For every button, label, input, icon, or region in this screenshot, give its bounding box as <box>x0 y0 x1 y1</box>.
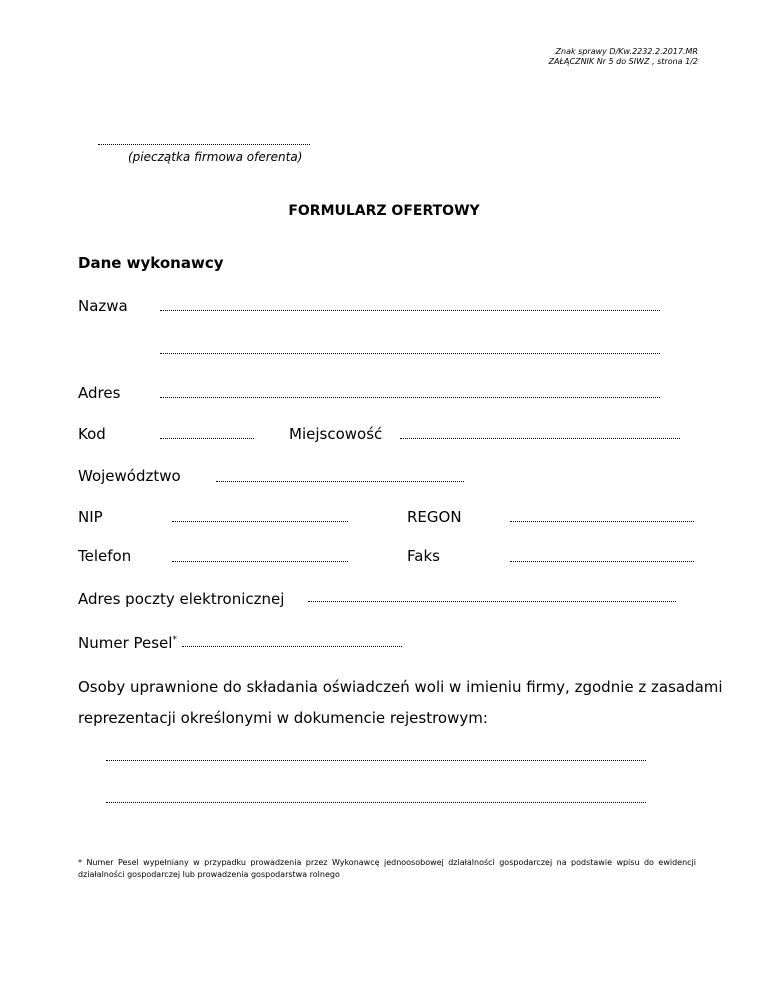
pesel-input-line[interactable] <box>182 646 402 647</box>
kod-input-line[interactable] <box>160 438 254 439</box>
nazwa-input-line-2[interactable] <box>160 353 660 354</box>
pesel-footnote-mark: * <box>172 635 177 645</box>
attachment-reference: ZAŁĄCZNIK Nr 5 do SIWZ , strona 1/2 <box>548 57 698 66</box>
email-input-line[interactable] <box>308 601 676 602</box>
field-label-kod: Kod <box>78 425 106 443</box>
representatives-text-line-2: reprezentacji określonymi w dokumencie rejestrowym: <box>78 709 488 727</box>
representatives-input-line-2[interactable] <box>106 802 646 803</box>
faks-input-line[interactable] <box>510 561 694 562</box>
adres-input-line[interactable] <box>160 397 660 398</box>
field-label-nip: NIP <box>78 508 103 526</box>
miejscowosc-input-line[interactable] <box>400 438 680 439</box>
pesel-label-text: Numer Pesel <box>78 634 173 652</box>
field-label-regon: REGON <box>407 508 462 526</box>
page-title: FORMULARZ OFERTOWY <box>288 203 480 219</box>
section-heading: Dane wykonawcy <box>78 254 224 272</box>
nip-input-line[interactable] <box>172 521 348 522</box>
representatives-input-line-1[interactable] <box>106 760 646 761</box>
field-label-miejscowosc: Miejscowość <box>289 425 383 443</box>
stamp-note: (pieczątka firmowa oferenta) <box>128 150 303 164</box>
field-label-telefon: Telefon <box>78 547 132 565</box>
field-label-wojewodztwo: Województwo <box>78 467 181 485</box>
case-reference: Znak sprawy D/Kw.2232.2.2017.MR <box>555 47 698 56</box>
field-label-nazwa: Nazwa <box>78 297 128 315</box>
field-label-faks: Faks <box>407 547 440 565</box>
wojewodztwo-input-line[interactable] <box>216 481 464 482</box>
telefon-input-line[interactable] <box>172 561 348 562</box>
pesel-footnote: * Numer Pesel wypełniany w przypadku prowadzenia przez Wykonawcę jednoosobowej działalności gospodarczej na podstawie wpisu do ewidencji działalności gospodarczej lub prowadzenia gospodarstwa rolnego <box>78 858 696 879</box>
stamp-line <box>98 144 310 145</box>
field-label-pesel <box>78 634 177 652</box>
nazwa-input-line-1[interactable] <box>160 310 660 311</box>
representatives-text-line-1: Osoby uprawnione do składania oświadczeń woli w imieniu firmy, zgodnie z zasadami <box>78 678 723 696</box>
field-label-email: Adres poczty elektronicznej <box>78 590 285 608</box>
regon-input-line[interactable] <box>510 521 694 522</box>
field-label-adres: Adres <box>78 384 121 402</box>
